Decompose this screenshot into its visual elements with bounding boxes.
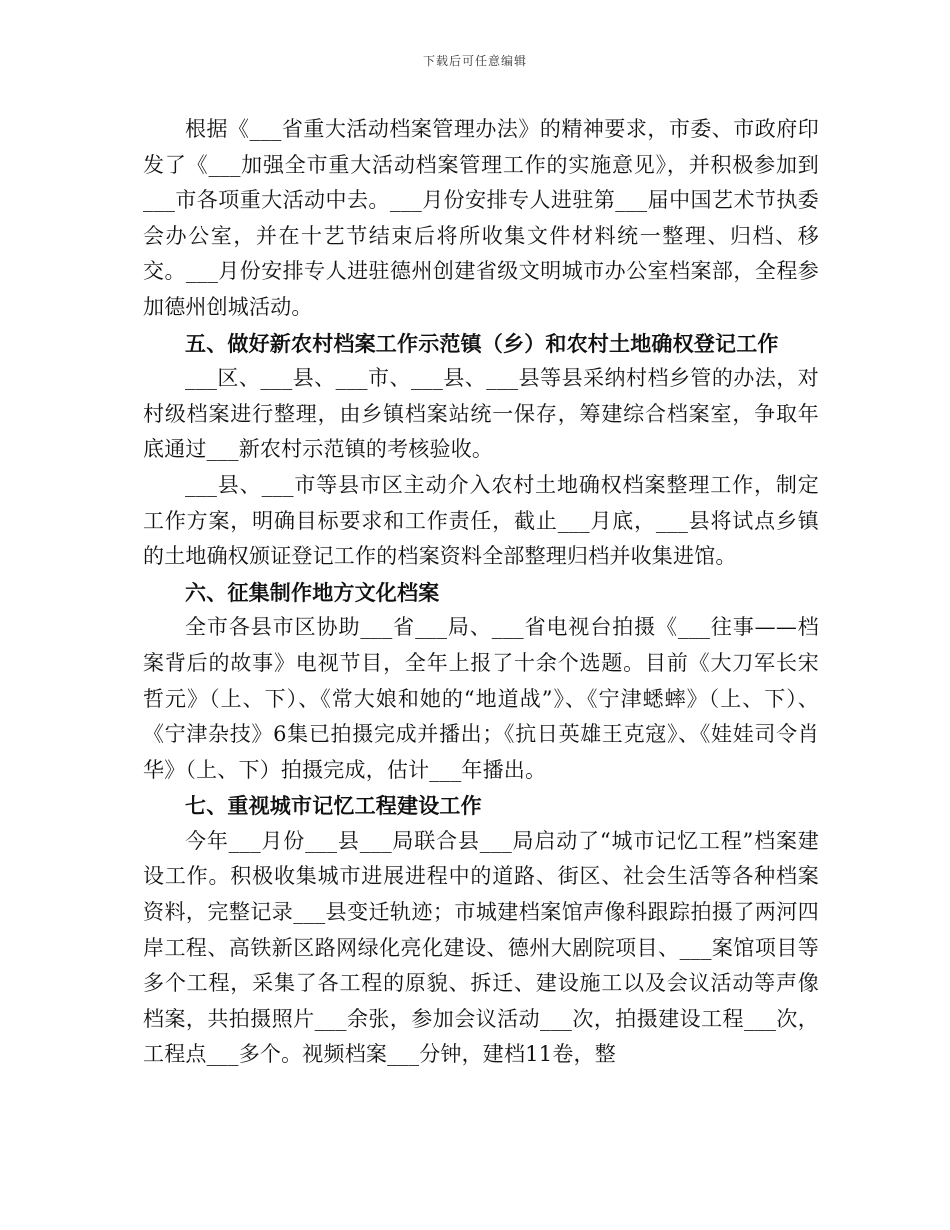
section-5-paragraph-1: ___区、___县、___市、___县、___县等县采纳村档乡管的办法，对村级档案进行整理，由乡镇档案站统一保存，筹建综合档案室，争取年底通过___新农村示范镇的考核验收。 xyxy=(143,366,819,462)
page-header: 下载后可任意编辑 xyxy=(422,54,527,68)
section-5-paragraph-2: ___县、___市等县市区主动介入农村土地确权档案整理工作，制定工作方案，明确目标要求和工作责任，截止___月底，___县将试点乡镇的土地确权颁证登记工作的档案资料全部整理归档并收集进馆。 xyxy=(143,472,819,569)
intro-paragraph: 根据《___省重大活动档案管理办法》的精神要求，市委、市政府印发了《___加强全市重大活动档案管理工作的实施意见》，并积极参加到___市各项重大活动中去。___月份安排专人进驻第___届中国艺术节执委会办公室，并在十艺节结束后将所收集文件材料统一整理、归档、移交。___月份安排专人进驻德州创建省级文明城市办公室档案部，全程参加德州创城活动。 xyxy=(143,117,819,319)
section-7-paragraph-1: 今年___月份___县___局联合县___局启动了“城市记忆工程”档案建设工作。积极收集城市进展进程中的道路、街区、社会生活等各种档案资料，完整记录___县变迁轨迹；市城建档案馆声像科跟踪拍摄了两河四岸工程、高铁新区路网绿化亮化建设、德州大剧院项目、___案馆项目等多个工程，采集了各工程的原貌、拆迁、建设施工以及会议活动等声像档案，共拍摄照片___余张，参加会议活动___次，拍摄建设工程___次，工程点___多个。视频档案___分钟，建档11卷，整 xyxy=(143,828,819,1067)
section-heading-7: 七、重视城市记忆工程建设工作 xyxy=(185,793,482,819)
section-heading-6: 六、征集制作地方文化档案 xyxy=(185,579,440,605)
section-heading-5: 五、做好新农村档案工作示范镇（乡）和农村土地确权登记工作 xyxy=(185,330,779,356)
document-body xyxy=(143,112,819,1073)
section-6-paragraph-1: 全市各县市区协助___省___局、___省电视台拍摄《___往事——档案背后的故事》电视节目，全年上报了十余个选题。目前《大刀军长宋哲元》（上、下）、《常大娘和她的“地道战”》、《宁津蟋蟀》（上、下）、《宁津杂技》6集已拍摄完成并播出；《抗日英雄王克寇》、《娃娃司令肖华》（上、下）拍摄完成，估计___年播出。 xyxy=(143,615,819,782)
